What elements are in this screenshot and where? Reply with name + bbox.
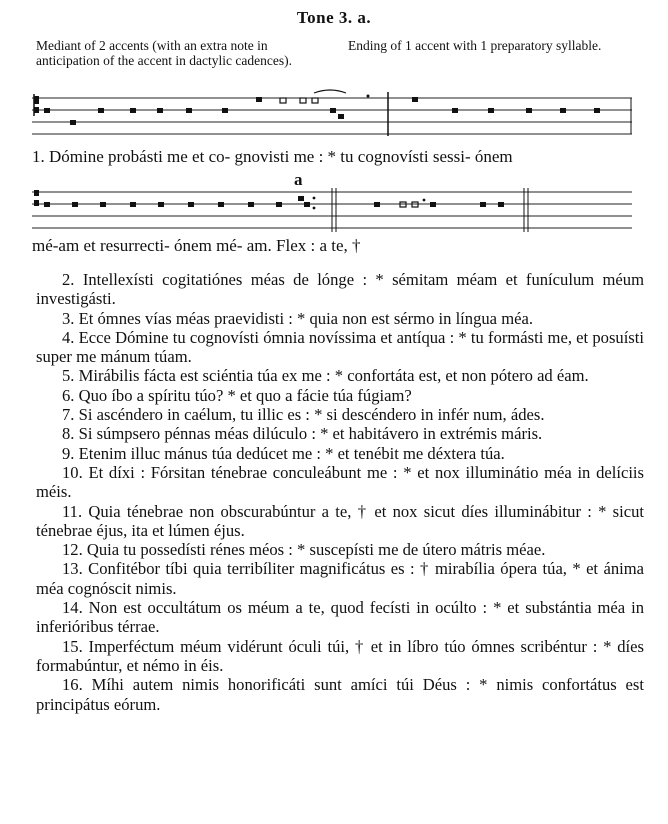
ending-note: Ending of 1 accent with 1 preparatory syllable. <box>348 38 602 53</box>
verse-1-continued: mé-am et resurrecti- ónem mé- am. Flex : a te, † <box>32 236 361 255</box>
verse-4: 4. Ecce Dómine tu cognovísti ómnia novíssima et antíqua : * tu formásti me, et posuísti super me mánum túam. <box>36 327 644 367</box>
chant-staff-2 <box>32 186 632 236</box>
mediant-note: Mediant of 2 accents (with an extra note in anticipation of the accent in dactylic cadences). <box>36 38 292 68</box>
verse-14: 14. Non est occultátum os méum a te, quod fecísti in ocúlto : * et substántia méa in inferióribus térrae. <box>36 598 644 637</box>
verse-6: 6. Quo íbo a spíritu túo? * et quo a fácie túa fúgiam? <box>62 385 412 405</box>
verse-2: 2. Intellexísti cogitatiónes méas de lónge : * sémitam méam et funículum méum investigásti. <box>36 270 644 309</box>
verse-10: 10. Et díxi : Fórsitan ténebrae conculeábunt me : * et nox illuminátio méa in delíciis méis. <box>36 462 644 502</box>
page-title: Tone 3. a. <box>296 8 372 27</box>
verse-1: 1. Dómine probásti me et co- gnovisti me : * tu cognovísti sessi- ónem <box>32 147 513 166</box>
verse-16: 16. Míhi autem nimis honorificáti sunt amíci túi Déus : * nimis confortátus est principátus eórum. <box>36 675 644 714</box>
verse-11: 11. Quia ténebrae non obscurabúntur a te, † et nox sicut díes illuminábitur : * sicut ténebrae éjus, ita et lúmen éjus. <box>36 501 644 540</box>
verse-8: 8. Si súmpsero pénnas méas dilúculo : * et habitávero in extrémis máris. <box>62 424 543 444</box>
clef-icon <box>34 94 39 116</box>
tone-letter-a: a <box>294 170 303 189</box>
verse-list <box>36 270 644 714</box>
verse-13: 13. Confitébor tíbi quia terribíliter magnificátus es : † mirabília ópera túa, * et ánima méa cognóscit nimis. <box>36 559 644 598</box>
verse-5: 5. Mirábilis fácta est sciéntia túa ex me : * confortáta est, et non pótero ad éam. <box>62 366 589 386</box>
verse-9: 9. Etenim illuc mánus túa dedúcet me : * et tenébit me déxtera túa. <box>62 443 505 463</box>
chant-staff-1 <box>32 88 632 148</box>
verse-3: 3. Et ómnes vías méas praevidisti : * quia non est sérmo in língua méa. <box>62 308 533 328</box>
verse-15: 15. Imperféctum méum vidérunt óculi túi, † et in líbro túo ómnes scribéntur : * díes formabúntur, et némo in éis. <box>36 636 644 675</box>
verse-12: 12. Quia tu possedísti rénes méos : * suscepísti me de útero mátris méae. <box>62 540 546 560</box>
verse-7: 7. Si ascéndero in caélum, tu illic es : * si descéndero in infér num, ádes. <box>62 405 545 425</box>
